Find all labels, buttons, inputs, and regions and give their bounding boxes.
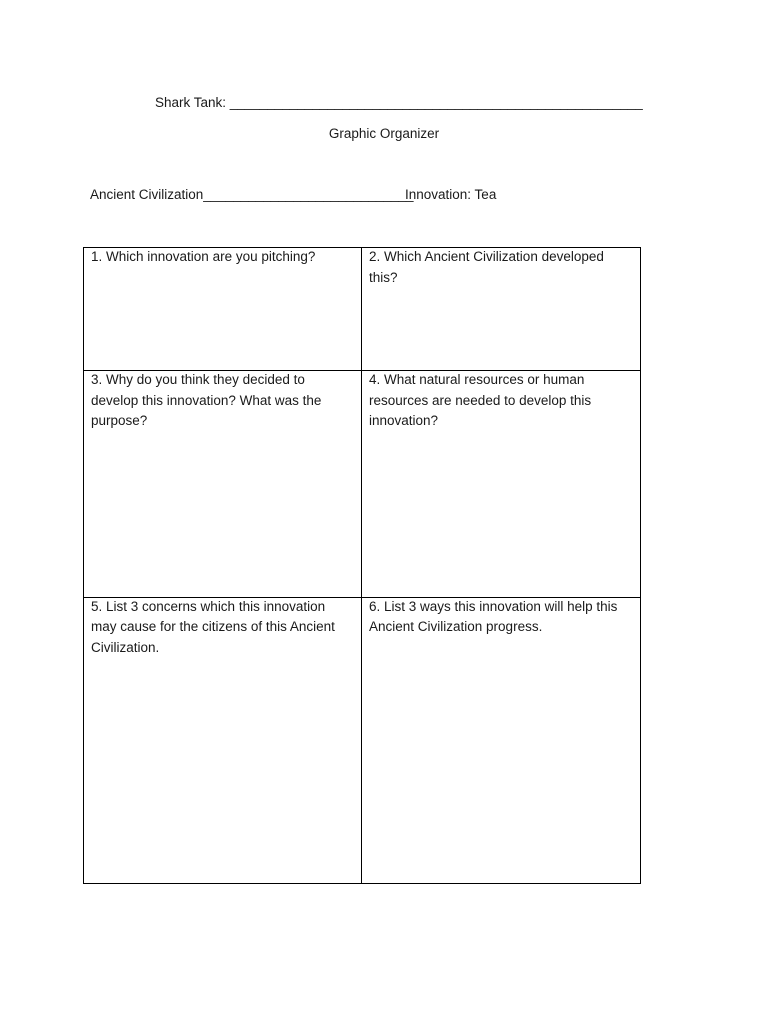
- question-cell-5: [84, 597, 362, 883]
- question-1-text: 1. Which innovation are you pitching?: [91, 249, 316, 264]
- organizer-row: [84, 248, 641, 371]
- innovation-field: Innovation: Tea: [405, 187, 497, 202]
- question-3-text: 3. Why do you think they decided to develop this innovation? What was the purpose?: [91, 372, 322, 429]
- question-4-text: 4. What natural resources or human resources are needed to develop this innovation?: [369, 372, 592, 429]
- graphic-organizer-table: [83, 247, 641, 884]
- question-cell-6: [362, 597, 641, 883]
- organizer-row: [84, 597, 641, 883]
- page-subtitle: Graphic Organizer: [328, 126, 440, 141]
- question-cell-3: [84, 371, 362, 597]
- ancient-civilization-field: Ancient Civilization____________________________: [90, 187, 414, 202]
- question-cell-2: [362, 248, 641, 371]
- shark-tank-field: Shark Tank: _______________________________________________________: [155, 95, 643, 110]
- question-6-text: 6. List 3 ways this innovation will help this Ancient Civilization progress.: [369, 598, 618, 635]
- question-cell-1: [84, 248, 362, 371]
- question-2-text: 2. Which Ancient Civilization developed this?: [369, 249, 604, 285]
- question-5-text: 5. List 3 concerns which this innovation may cause for the citizens of this Ancient Civilization.: [91, 598, 335, 655]
- organizer-row: [84, 371, 641, 597]
- question-cell-4: [362, 371, 641, 597]
